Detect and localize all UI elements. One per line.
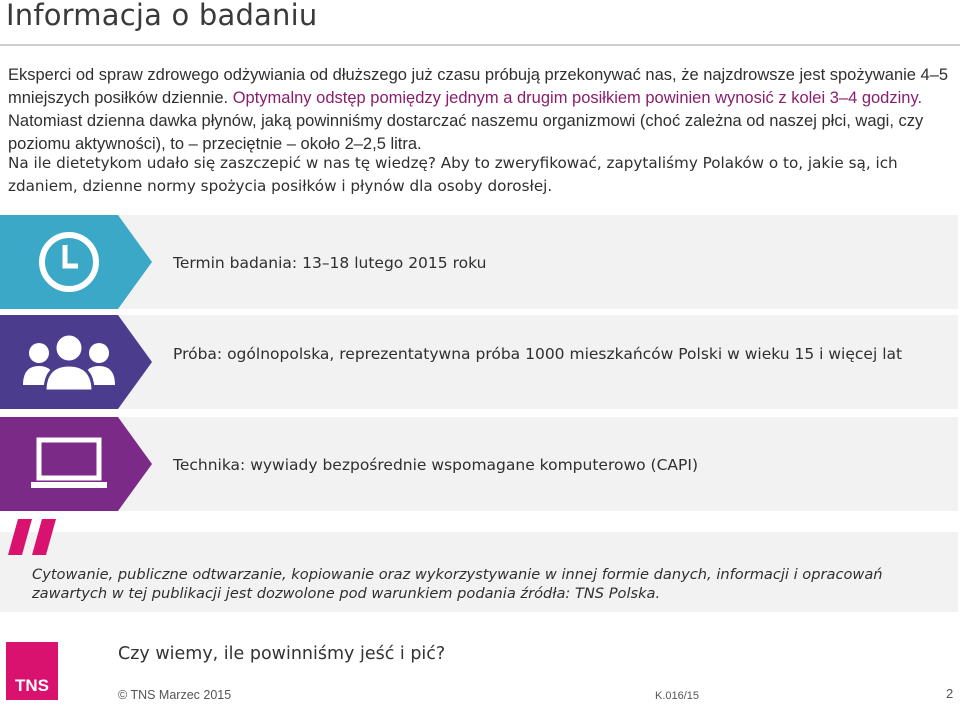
intro-paragraph xyxy=(8,64,956,156)
footer-copyright: © TNS Marzec 2015 xyxy=(118,688,232,702)
intro-paragraph-2: Na ile dietetykom udało się zaszczepić w nas tę wiedzę? Aby to zweryfikować, zapytaliśmy Polaków o to, jakie są, ich zdaniem, dzienne normy spożycia posiłków i płynów dla osoby dorosłej. xyxy=(8,154,898,195)
info-date-text: Termin badania: 13–18 lutego 2015 roku xyxy=(173,254,487,272)
laptop-icon xyxy=(14,417,124,511)
footer-code: K.016/15 xyxy=(655,690,700,702)
info-row-date xyxy=(0,215,958,309)
clock-icon xyxy=(14,215,124,309)
tns-logo xyxy=(6,642,58,700)
quote-mark-icon xyxy=(8,519,58,555)
intro-sentence-1: Eksperci od spraw zdrowego odżywiania od dłuższego już czasu próbują przekonywać nas, że najzdrowsze jest spożywanie 4–5 mniejszych posiłków dziennie. xyxy=(8,66,949,107)
info-row-technique xyxy=(0,417,958,511)
info-technique-text: Technika: wywiady bezpośrednie wspomagane komputerowo (CAPI) xyxy=(173,456,698,474)
title-divider xyxy=(0,44,960,46)
intro-sentence-2: Optymalny odstęp pomiędzy jednym a drugim posiłkiem powinien wynosić z kolei 3–4 godziny. xyxy=(232,89,923,107)
quote-text: Cytowanie, publiczne odtwarzanie, kopiowanie oraz wykorzystywanie w innej formie danych, informacji i opracowań zawartych w tej publikacji jest dozwolone pod warunkiem podania źródła: TNS Polska. xyxy=(32,566,883,602)
logo-text: TNS xyxy=(15,676,49,695)
footer-question: Czy wiemy, ile powinniśmy jeść i pić? xyxy=(118,644,446,664)
info-sample-text: Próba: ogólnopolska, reprezentatywna próba 1000 mieszkańców Polski w wieku 15 i więcej lat xyxy=(173,345,903,363)
intro-sentence-3: Natomiast dzienna dawka płynów, jaką powinniśmy dostarczać naszemu organizmowi (choć zależna od naszej płci, wagi, czy poziomu aktywności), to – przeciętnie – około 2–2,5 litra. xyxy=(8,112,924,153)
page-number: 2 xyxy=(946,686,954,701)
info-row-sample xyxy=(0,315,958,409)
page-title: Informacja o badaniu xyxy=(6,0,318,32)
people-icon xyxy=(14,315,124,409)
